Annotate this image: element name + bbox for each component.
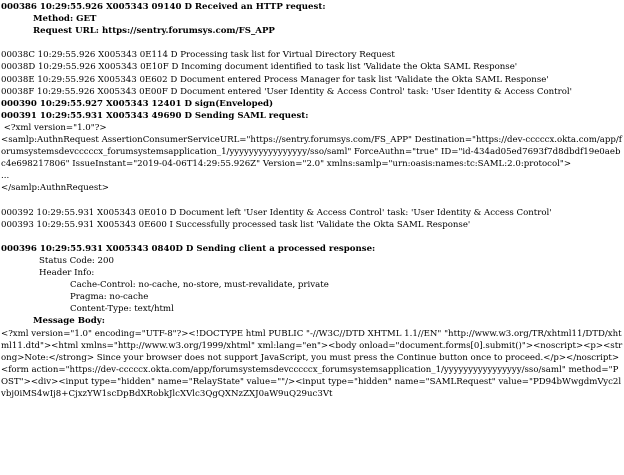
- log-line: <?xml version="1.0" encoding="UTF-8"?><!DOCTYPE html PUBLIC "-//W3C//DTD XHTML 1.1//EN" "http://www.w3.org/TR/xhtml11/DTD/xhtml11.dtd"><html xmlns="http://www.w3.org/1999/xhtml" xml:lang="en"><body onload="document.forms[0].submit()"><noscript><p><strong>Note:</strong> Since your browser does not support JavaScript, you must press the Continue button once to proceed.</p></noscript><form action="https://dev-cccccx.okta.com/app/forumsystemsdevcccccx_forumsystemsapplication_1/yyyyyyyyyyyyyyyy/sso/saml" method="POST"><div><input type="hidden" name="RelayState" value=""/><input type="hidden" name="SAMLRequest" value="PD94bWwgdmVyc2lvbj0iMS4wIj8+CjxzYW1scDpBdXRobkJlcXVlc3QgQXNzZXJ0aW9uQ29uc3Vt: [1, 328, 623, 399]
- log-line: <samlp:AuthnRequest AssertionConsumerServiceURL="https://sentry.forumsys.com/FS_APP" Destination="https://dev-cccccx.okta.com/app/forumsystemsdevcccccx_forumsystemsapplication_1/yyyyyyyyyyyyyyyy/sso/saml" ForceAuthn="true" ID="id-434ad05ed7693f7d8dbdf19e0aebc4e698217806" IssueInstant="2019-04-06T14:29:55.926Z" Version="2.0" xmlns:samlp="urn:oasis:names:tc:SAML:2.0:protocol">: [1, 135, 622, 170]
- log-line: 000390 10:29:55.927 X005343 12401 D sign(Enveloped): [1, 98, 274, 109]
- log-line: ...: [1, 171, 10, 182]
- log-line: Pragma: no-cache: [70, 292, 149, 303]
- log-line: Cache-Control: no-cache, no-store, must-revalidate, private: [70, 280, 329, 291]
- log-line: 000392 10:29:55.931 X005343 0E010 D Document left 'User Identity & Access Control' task: 'User Identity & Access Control': [1, 207, 552, 218]
- log-line: Request URL: https://sentry.forumsys.com/FS_APP: [33, 26, 275, 37]
- log-line: 00038C 10:29:55.926 X005343 0E114 D Processing task list for Virtual Directory Request: [1, 50, 395, 61]
- log-spacer: [1, 37, 624, 49]
- log-spacer: [1, 231, 624, 243]
- log-line: 000393 10:29:55.931 X005343 0E600 I Successfully processed task list 'Validate the Okta SAML Response': [1, 219, 471, 230]
- log-line: 00038D 10:29:55.926 X005343 0E10F D Incoming document identified to task list 'Validate the Okta SAML Response': [1, 62, 518, 73]
- log-spacer: [1, 195, 624, 207]
- log-line: Content-Type: text/html: [70, 304, 174, 315]
- log-line: Method: GET: [33, 14, 97, 25]
- log-line: Header Info:: [39, 268, 95, 279]
- log-line: 00038F 10:29:55.926 X005343 0E00F D Document entered 'User Identity & Access Control' task: 'User Identity & Access Control': [1, 86, 573, 97]
- log-line: <?xml version="1.0"?>: [1, 122, 107, 133]
- log-line: Status Code: 200: [39, 255, 114, 266]
- log-line: 000396 10:29:55.931 X005343 0840D D Sending client a processed response:: [1, 243, 376, 254]
- log-line: 000391 10:29:55.931 X005343 49690 D Sending SAML request:: [1, 110, 309, 121]
- log-line: Message Body:: [33, 316, 105, 327]
- log-line: 000386 10:29:55.926 X005343 09140 D Received an HTTP request:: [1, 2, 326, 12]
- log-line: </samlp:AuthnRequest>: [1, 183, 109, 194]
- log-line: 00038E 10:29:55.926 X005343 0E602 D Document entered Process Manager for task list 'Validate the Okta SAML Response': [1, 74, 549, 85]
